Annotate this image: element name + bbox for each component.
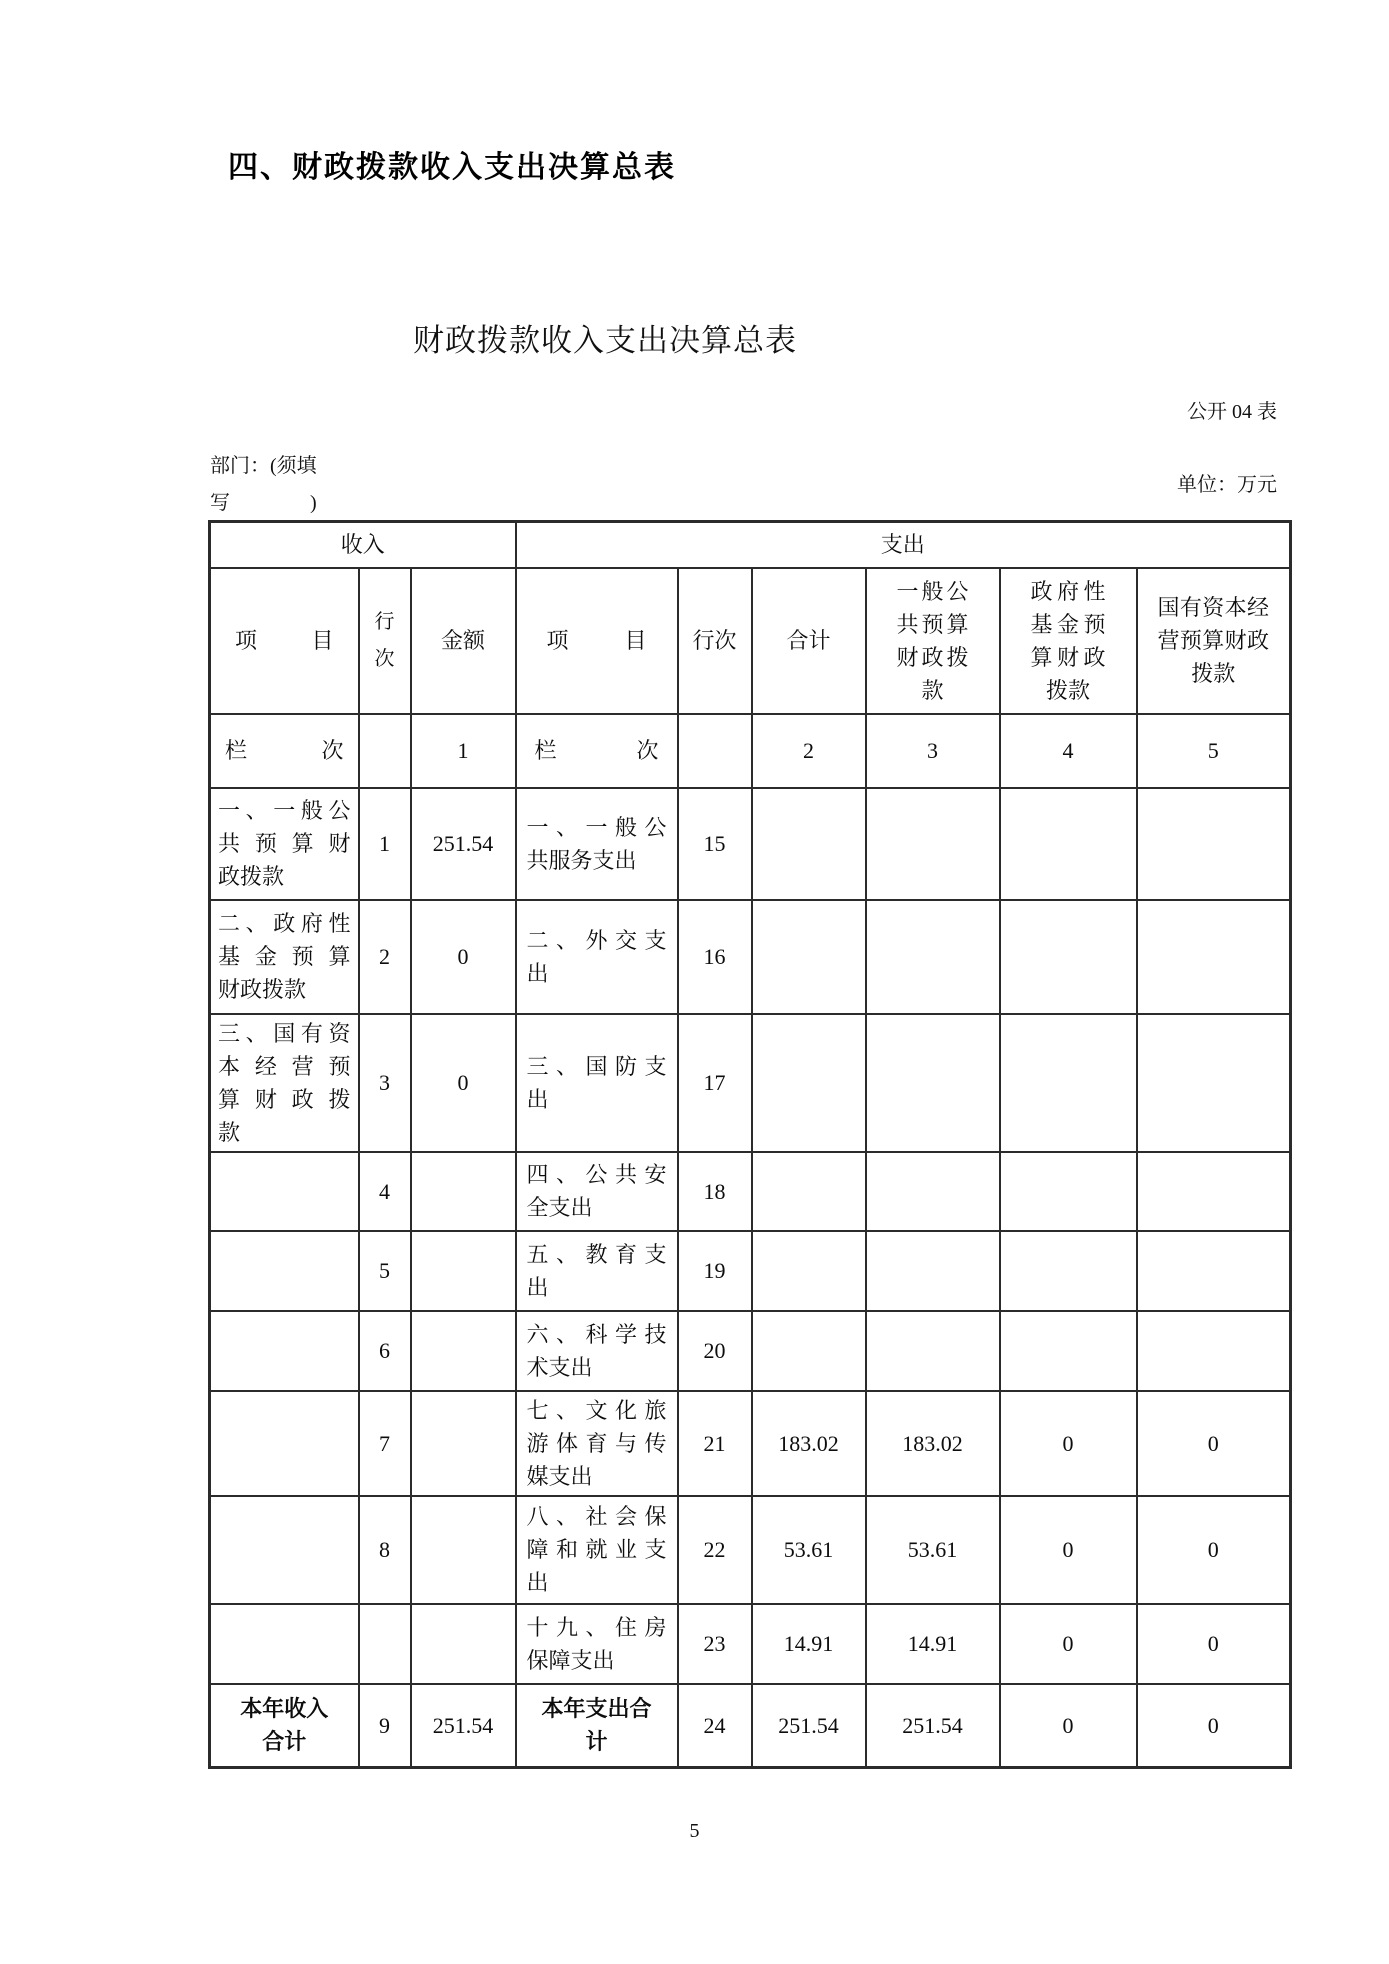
index-income-label: 栏次: [210, 714, 359, 788]
index-general-no: 3: [866, 714, 1000, 788]
total-cell: 183.02: [752, 1391, 866, 1496]
col-header-income-item: 项目: [210, 568, 359, 714]
total-cell: 251.54: [752, 1684, 866, 1768]
expense-row-no-cell: 21: [678, 1391, 752, 1496]
expense-item-cell: 一、一般公 共服务支出: [516, 788, 678, 900]
income-row-no-cell: 9: [359, 1684, 411, 1768]
general-budget-cell: 183.02: [866, 1391, 1000, 1496]
index-expense-row-no: [678, 714, 752, 788]
total-cell: [752, 1152, 866, 1231]
income-amount-cell: [411, 1311, 516, 1391]
income-item-cell: [210, 1496, 359, 1604]
table-title: 财政拨款收入支出决算总表: [413, 323, 797, 358]
gov-fund-cell: [1000, 1014, 1137, 1152]
table-total-row: [210, 1684, 1291, 1768]
expense-item-cell: 四、公共安 全支出: [516, 1152, 678, 1231]
total-cell: [752, 1231, 866, 1311]
table-row: [210, 788, 1291, 900]
total-cell: 14.91: [752, 1604, 866, 1684]
gov-fund-cell: [1000, 1231, 1137, 1311]
col-header-expense-item: 项目: [516, 568, 678, 714]
income-item-cell: [210, 1152, 359, 1231]
index-fund-no: 4: [1000, 714, 1137, 788]
table-row: [210, 1231, 1291, 1311]
expense-row-no-cell: 22: [678, 1496, 752, 1604]
gov-fund-cell: [1000, 900, 1137, 1014]
income-item-cell: 一、一般公 共预算财 政拨款: [210, 788, 359, 900]
gov-fund-cell: 0: [1000, 1496, 1137, 1604]
income-item-cell: [210, 1391, 359, 1496]
income-group-header: 收入: [210, 522, 516, 568]
general-budget-cell: [866, 1231, 1000, 1311]
col-header-state-capital: 国有资本经 营预算财政 拨款: [1137, 568, 1291, 714]
index-capital-no: 5: [1137, 714, 1291, 788]
expense-group-header: 支出: [516, 522, 1291, 568]
income-amount-cell: 0: [411, 1014, 516, 1152]
income-amount-cell: 251.54: [411, 788, 516, 900]
income-amount-cell: 251.54: [411, 1684, 516, 1768]
expense-row-no-cell: 24: [678, 1684, 752, 1768]
income-item-cell: [210, 1231, 359, 1311]
table-row: [210, 1391, 1291, 1496]
total-cell: [752, 788, 866, 900]
income-row-no-cell: 8: [359, 1496, 411, 1604]
table-row: [210, 1152, 1291, 1231]
income-row-no-cell: 3: [359, 1014, 411, 1152]
index-amount-no: 1: [411, 714, 516, 788]
income-row-no-cell: [359, 1604, 411, 1684]
income-amount-cell: [411, 1152, 516, 1231]
gov-fund-cell: 0: [1000, 1604, 1137, 1684]
gov-fund-cell: 0: [1000, 1684, 1137, 1768]
gov-fund-cell: 0: [1000, 1391, 1137, 1496]
total-cell: [752, 1311, 866, 1391]
expense-item-cell: 七、文化旅 游体育与传 媒支出: [516, 1391, 678, 1496]
expense-item-cell: 三、国防支 出: [516, 1014, 678, 1152]
index-expense-label: 栏次: [516, 714, 678, 788]
expense-row-no-cell: 15: [678, 788, 752, 900]
table-row: [210, 1604, 1291, 1684]
income-row-no-cell: 2: [359, 900, 411, 1014]
state-capital-cell: [1137, 1231, 1291, 1311]
expense-item-cell: 本年支出合 计: [516, 1684, 678, 1768]
income-amount-cell: [411, 1496, 516, 1604]
general-budget-cell: 53.61: [866, 1496, 1000, 1604]
general-budget-cell: [866, 1152, 1000, 1231]
page-number: 5: [689, 1820, 700, 1842]
state-capital-cell: 0: [1137, 1684, 1291, 1768]
expense-row-no-cell: 18: [678, 1152, 752, 1231]
income-row-no-cell: 6: [359, 1311, 411, 1391]
income-row-no-cell: 7: [359, 1391, 411, 1496]
expense-item-cell: 五、教育支 出: [516, 1231, 678, 1311]
table-row: [210, 900, 1291, 1014]
table-body: [210, 788, 1291, 1768]
section-heading: 四、财政拨款收入支出决算总表: [228, 151, 676, 184]
col-header-income-row-no: 行次: [359, 568, 411, 714]
income-row-no-cell: 5: [359, 1231, 411, 1311]
gov-fund-cell: [1000, 1152, 1137, 1231]
state-capital-cell: [1137, 788, 1291, 900]
department-label: 部门：(须填 写): [210, 455, 317, 514]
income-item-cell: [210, 1604, 359, 1684]
income-row-no-cell: 4: [359, 1152, 411, 1231]
table-row: [210, 1311, 1291, 1391]
state-capital-cell: 0: [1137, 1391, 1291, 1496]
income-item-cell: 本年收入 合计: [210, 1684, 359, 1768]
index-income-row-no: [359, 714, 411, 788]
state-capital-cell: 0: [1137, 1496, 1291, 1604]
group-header-row: [210, 522, 1291, 568]
income-amount-cell: 0: [411, 900, 516, 1014]
state-capital-cell: [1137, 1014, 1291, 1152]
expense-row-no-cell: 20: [678, 1311, 752, 1391]
state-capital-cell: [1137, 1152, 1291, 1231]
col-header-general-budget: 一般公 共预算 财政拨 款: [866, 568, 1000, 714]
general-budget-cell: 14.91: [866, 1604, 1000, 1684]
income-amount-cell: [411, 1391, 516, 1496]
state-capital-cell: 0: [1137, 1604, 1291, 1684]
expense-item-cell: 二、外交支 出: [516, 900, 678, 1014]
income-item-cell: 三、国有资 本经营预 算财政拨 款: [210, 1014, 359, 1152]
expense-item-cell: 十九、住房 保障支出: [516, 1604, 678, 1684]
expense-row-no-cell: 19: [678, 1231, 752, 1311]
general-budget-cell: [866, 1014, 1000, 1152]
state-capital-cell: [1137, 900, 1291, 1014]
income-row-no-cell: 1: [359, 788, 411, 900]
table-row: [210, 1496, 1291, 1604]
total-cell: [752, 900, 866, 1014]
gov-fund-cell: [1000, 1311, 1137, 1391]
expense-item-cell: 八、社会保 障和就业支 出: [516, 1496, 678, 1604]
index-total-no: 2: [752, 714, 866, 788]
general-budget-cell: [866, 1311, 1000, 1391]
general-budget-cell: [866, 900, 1000, 1014]
column-index-row: [210, 714, 1291, 788]
unit-label: 单位：万元: [1177, 474, 1277, 496]
income-item-cell: [210, 1311, 359, 1391]
table-row: [210, 1014, 1291, 1152]
income-item-cell: 二、政府性 基金预算 财政拨款: [210, 900, 359, 1014]
col-header-expense-row-no: 行次: [678, 568, 752, 714]
total-cell: 53.61: [752, 1496, 866, 1604]
expense-row-no-cell: 17: [678, 1014, 752, 1152]
expense-row-no-cell: 16: [678, 900, 752, 1014]
expense-item-cell: 六、科学技 术支出: [516, 1311, 678, 1391]
total-cell: [752, 1014, 866, 1152]
table-code-label: 公开 04 表: [1187, 401, 1277, 423]
gov-fund-cell: [1000, 788, 1137, 900]
col-header-total: 合计: [752, 568, 866, 714]
income-amount-cell: [411, 1604, 516, 1684]
col-header-gov-fund: 政府性 基金预 算财政 拨款: [1000, 568, 1137, 714]
income-amount-cell: [411, 1231, 516, 1311]
col-header-amount: 金额: [411, 568, 516, 714]
general-budget-cell: [866, 788, 1000, 900]
column-header-row: [210, 568, 1291, 714]
state-capital-cell: [1137, 1311, 1291, 1391]
expense-row-no-cell: 23: [678, 1604, 752, 1684]
general-budget-cell: 251.54: [866, 1684, 1000, 1768]
main-table: [208, 520, 1292, 1769]
